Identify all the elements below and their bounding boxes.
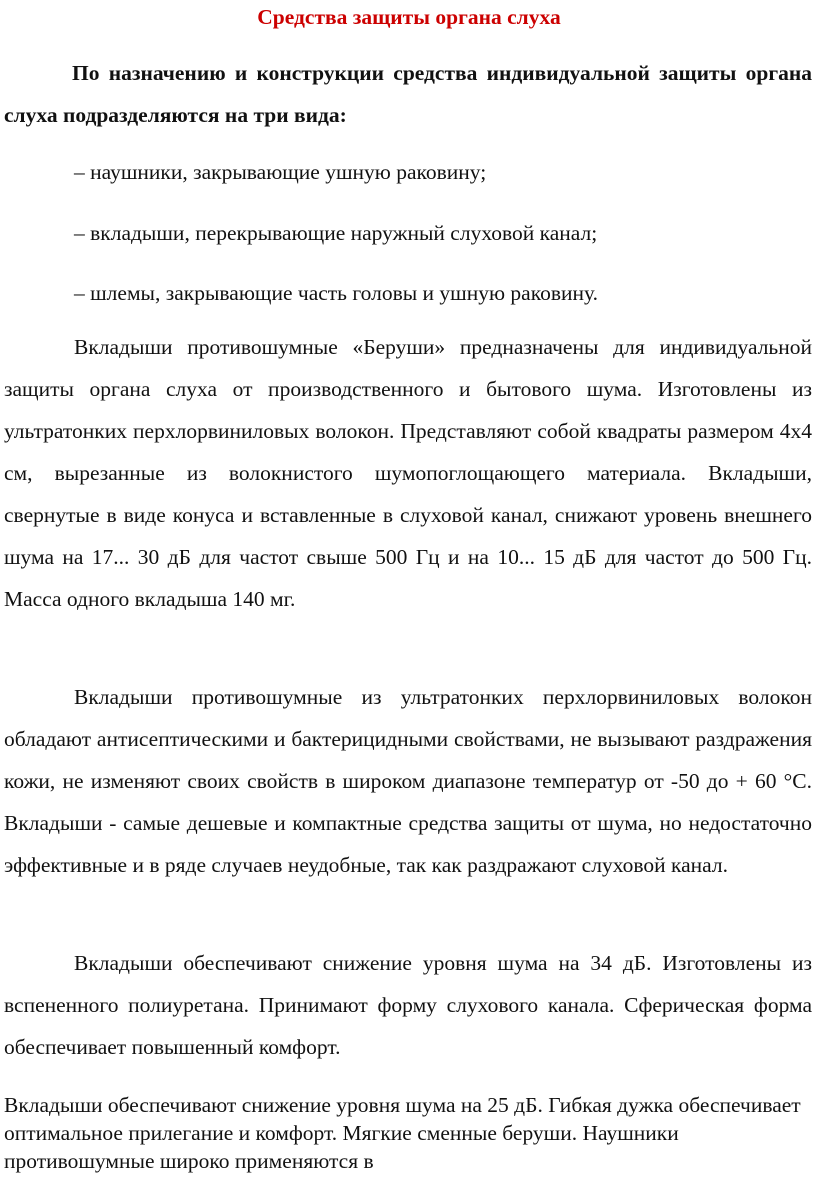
paragraph-polyurethane: Вкладыши обеспечивают снижение уровня шума на 34 дБ. Изготовлены из вспененного полиуретана. Принимают форму слухового канала. Сферическая форма обеспечивает повышенный комфорт. — [4, 951, 812, 1059]
list-item-inserts: – вкладыши, перекрывающие наружный слуховой канал; — [74, 221, 598, 245]
list-item-helmets: – шлемы, закрывающие часть головы и ушную раковину. — [74, 281, 598, 305]
paragraph-properties: Вкладыши противошумные из ультратонких перхлорвиниловых волокон обладают антисептическими и бактерицидными свойствами, не вызывают раздражения кожи, не изменяют своих свойств в широком диапазоне температур от -50 до + 60 °С. Вкладыши - самые дешевые и компактные средства защиты от шума, но недостаточно эффективные и в ряде случаев неудобные, так как раздражают слуховой канал. — [4, 685, 812, 877]
page-title: Средства защиты органа слуха — [257, 5, 561, 29]
intro-paragraph: По назначению и конструкции средства индивидуальной защиты органа слуха подразделяются на три вида: — [4, 61, 812, 127]
paragraph-flexible-band: Вкладыши обеспечивают снижение уровня шума на 25 дБ. Гибкая дужка обеспечивает оптимальное прилегание и комфорт. Мягкие сменные беруши. Наушники противошумные широко применяются в — [4, 1093, 801, 1173]
paragraph-berushi: Вкладыши противошумные «Беруши» предназначены для индивидуальной защиты органа слуха от производственного и бытового шума. Изготовлены из ультратонких перхлорвиниловых волокон. Представляют собой квадраты размером 4x4 см, вырезанные из волокнистого шумопоглощающего материала. Вкладыши, свернутые в виде конуса и вставленные в слуховой канал, снижают уровень внешнего шума на 17... 30 дБ для частот свыше 500 Гц и на 10... 15 дБ для частот до 500 Гц. Масса одного вкладыша 140 мг. — [4, 335, 812, 611]
list-item-headphones: – наушники, закрывающие ушную раковину; — [74, 160, 487, 184]
